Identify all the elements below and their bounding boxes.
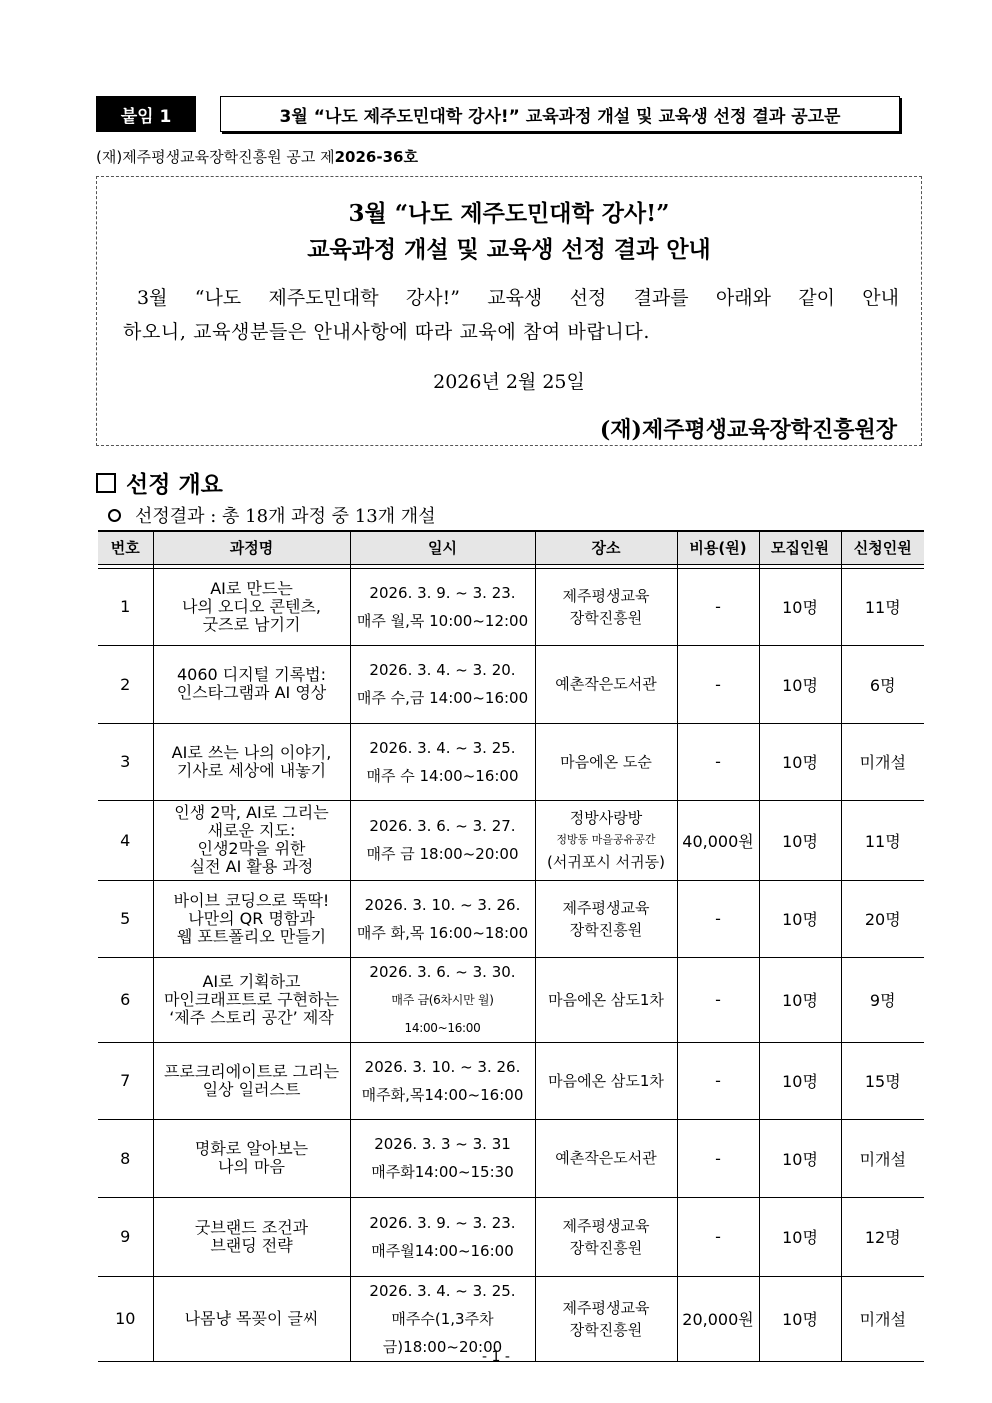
table-row (98, 800, 924, 880)
place-line: 장학진흥원 (569, 920, 643, 939)
cell-course-name (153, 1119, 350, 1197)
course-name-line: 굿브랜드 조건과 (194, 1217, 309, 1237)
cell-schedule (350, 1119, 535, 1197)
table-row (98, 568, 924, 645)
course-table (98, 530, 924, 1362)
place-line: (서귀포시 서귀동) (547, 853, 665, 871)
cell-schedule (350, 957, 535, 1042)
schedule-period: 2026. 3. 4. ~ 3. 25. (369, 1281, 516, 1300)
cell-schedule (350, 568, 535, 645)
place-line: 정방사랑방 (569, 809, 643, 827)
place-line: 예촌작은도서관 (555, 1149, 657, 1167)
schedule-time: 매주 수 14:00~16:00 (366, 766, 519, 785)
cell-course-name (153, 568, 350, 645)
cell-applicants: 12명 (841, 1197, 924, 1276)
cell-schedule (350, 880, 535, 957)
notice-body-line1: 3월 “나도 제주도민대학 강사!” 교육생 선정 결과를 아래와 같이 안내 (137, 287, 899, 309)
course-name-line: 인생2막을 위한 (197, 839, 306, 858)
notice-title-line1: 3월 “나도 제주도민대학 강사!” (348, 200, 670, 227)
schedule-period: 2026. 3. 10. ~ 3. 26. (364, 1057, 521, 1076)
course-name-line: 마인크래프트로 구현하는 (163, 989, 340, 1009)
header-cost: 비용(원) (677, 531, 759, 564)
course-name-line: 실전 AI 활용 과정 (189, 857, 314, 876)
cell-schedule (350, 723, 535, 800)
place-line: 제주평생교육 (562, 1216, 650, 1235)
circle-bullet-icon (108, 509, 121, 522)
place-line: 제주평생교육 (562, 898, 650, 917)
course-name-line: 나몸냥 목꽂이 글씨 (184, 1308, 319, 1328)
schedule-time: 매주화14:00~15:30 (371, 1163, 514, 1181)
cell-cost: - (677, 1042, 759, 1119)
place-line: 마음에온 도순 (560, 752, 652, 771)
cell-place (535, 957, 677, 1042)
schedule-time: 매주 수,금 14:00~16:00 (356, 689, 529, 707)
cell-cost: - (677, 1119, 759, 1197)
header-schedule: 일시 (350, 531, 535, 564)
cell-capacity: 10명 (759, 800, 841, 880)
table-row (98, 645, 924, 723)
header-capacity: 모집인원 (759, 531, 841, 564)
cell-cost: 20,000원 (677, 1276, 759, 1361)
cell-applicants: 미개설 (841, 723, 924, 800)
table-row (98, 880, 924, 957)
notice-number-prefix: (재)제주평생교육장학진흥원 공고 제 (96, 148, 335, 166)
table-row (98, 1042, 924, 1119)
cell-no: 2 (98, 645, 153, 723)
course-name-line: 인스타그램과 AI 영상 (176, 683, 327, 702)
schedule-time: 매주 화,목 16:00~18:00 (356, 923, 529, 942)
section-heading-text: 선정 개요 (126, 472, 223, 498)
notice-number (96, 146, 418, 167)
schedule-time: 매주 금(6차시만 월) 14:00~16:00 (391, 992, 494, 1035)
cell-no: 6 (98, 957, 153, 1042)
course-name-line: AI로 만드는 (210, 578, 293, 598)
cell-no: 8 (98, 1119, 153, 1197)
cell-place (535, 568, 677, 645)
schedule-period: 2026. 3. 6. ~ 3. 30. (369, 962, 516, 981)
cell-cost: - (677, 568, 759, 645)
schedule-period: 2026. 3. 10. ~ 3. 26. (364, 895, 521, 914)
page-number: - 1 - (482, 1349, 510, 1365)
place-line: 장학진흥원 (569, 1320, 643, 1339)
cell-course-name (153, 723, 350, 800)
course-name-line: AI로 쓰는 나의 이야기, (171, 742, 332, 762)
square-bullet-icon (96, 473, 116, 493)
section-heading (96, 466, 223, 499)
schedule-period: 2026. 3. 6. ~ 3. 27. (369, 817, 516, 835)
cell-cost: - (677, 645, 759, 723)
cell-course-name (153, 1042, 350, 1119)
cell-applicants: 20명 (841, 880, 924, 957)
cell-capacity: 10명 (759, 1197, 841, 1276)
selection-result-text: 선정결과 : 총 18개 과정 중 13개 개설 (135, 506, 436, 527)
cell-place (535, 880, 677, 957)
attachment-label: 붙임 1 (96, 96, 196, 132)
notice-body-line2: 하오니, 교육생분들은 안내사항에 따라 교육에 참여 바랍니다. (123, 321, 650, 343)
table-row (98, 957, 924, 1042)
cell-course-name (153, 800, 350, 880)
course-name-line: 인생 2막, AI로 그리는 (174, 803, 329, 822)
place-line: 장학진흥원 (569, 1238, 643, 1257)
table-row (98, 1197, 924, 1276)
cell-capacity: 10명 (759, 568, 841, 645)
place-line: 제주평생교육 (562, 1298, 650, 1317)
course-name-line: 기사로 세상에 내놓기 (176, 760, 327, 780)
cell-cost: - (677, 1197, 759, 1276)
schedule-period: 2026. 3. 9. ~ 3. 23. (369, 1213, 516, 1232)
cell-place (535, 645, 677, 723)
cell-applicants: 미개설 (841, 1276, 924, 1361)
course-name-line: 바이브 코딩으로 뚝딱! (173, 890, 330, 910)
cell-no: 10 (98, 1276, 153, 1361)
course-name-line: 새로운 지도: (207, 821, 296, 840)
notice-number-value: 2026-36호 (334, 148, 418, 166)
header-applicants: 신청인원 (841, 531, 924, 564)
course-name-line: AI로 기획하고 (202, 971, 301, 991)
cell-no: 5 (98, 880, 153, 957)
course-name-line: 웹 포트폴리오 만들기 (176, 926, 327, 946)
notice-box (96, 176, 922, 446)
header-place: 장소 (535, 531, 677, 564)
cell-cost: 40,000원 (677, 800, 759, 880)
course-name-line: 명화로 알아보는 (194, 1139, 309, 1158)
cell-capacity: 10명 (759, 880, 841, 957)
cell-no: 3 (98, 723, 153, 800)
cell-capacity: 10명 (759, 1119, 841, 1197)
cell-schedule (350, 1042, 535, 1119)
notice-title-line2: 교육과정 개설 및 교육생 선정 결과 안내 (307, 236, 711, 263)
schedule-period: 2026. 3. 3 ~ 3. 31 (374, 1135, 511, 1153)
course-name-line: 브랜딩 전략 (210, 1235, 293, 1255)
place-line: 정방동 마을공유공간 (556, 833, 656, 846)
cell-applicants: 11명 (841, 800, 924, 880)
cell-place (535, 1042, 677, 1119)
cell-applicants: 15명 (841, 1042, 924, 1119)
cell-place (535, 1197, 677, 1276)
cell-course-name (153, 880, 350, 957)
schedule-period: 2026. 3. 4. ~ 3. 25. (369, 738, 516, 757)
selection-result-line (108, 502, 436, 528)
course-name-line: 나의 오디오 콘텐츠, (182, 596, 321, 616)
cell-no: 7 (98, 1042, 153, 1119)
notice-date: 2026년 2월 25일 (433, 371, 585, 393)
cell-applicants: 11명 (841, 568, 924, 645)
cell-applicants: 미개설 (841, 1119, 924, 1197)
cell-no: 9 (98, 1197, 153, 1276)
notice-signature: (재)제주평생교육장학진흥원장 (599, 417, 897, 443)
cell-capacity: 10명 (759, 957, 841, 1042)
cell-course-name (153, 957, 350, 1042)
schedule-time: 매주수(1,3주차금)18:00~20:00 (382, 1309, 503, 1356)
course-name-line: ‘제주 스토리 공간’ 제작 (169, 1007, 334, 1027)
cell-applicants: 6명 (841, 645, 924, 723)
header-course-name: 과정명 (153, 531, 350, 564)
course-name-line: 나만의 QR 명함과 (188, 908, 315, 928)
cell-capacity: 10명 (759, 1042, 841, 1119)
place-line: 제주평생교육 (562, 586, 650, 605)
schedule-period: 2026. 3. 4. ~ 3. 20. (369, 661, 516, 679)
header-no: 번호 (98, 531, 153, 564)
cell-cost: - (677, 957, 759, 1042)
course-name-line: 프로크리에이트로 그리는 (163, 1061, 340, 1081)
schedule-time: 매주 월,목 10:00~12:00 (356, 611, 529, 630)
table-row (98, 723, 924, 800)
cell-schedule (350, 800, 535, 880)
cell-no: 4 (98, 800, 153, 880)
cell-schedule (350, 645, 535, 723)
cell-course-name (153, 645, 350, 723)
cell-cost: - (677, 723, 759, 800)
table-row (98, 1119, 924, 1197)
schedule-time: 매주화,목14:00~16:00 (361, 1085, 524, 1104)
cell-cost: - (677, 880, 759, 957)
cell-applicants: 9명 (841, 957, 924, 1042)
place-line: 마음에온 삼도1차 (548, 1071, 664, 1090)
cell-no: 1 (98, 568, 153, 645)
schedule-period: 2026. 3. 9. ~ 3. 23. (369, 583, 516, 602)
cell-capacity: 10명 (759, 1276, 841, 1361)
cell-schedule (350, 1197, 535, 1276)
course-name-line: 일상 일러스트 (202, 1079, 301, 1099)
cell-place (535, 723, 677, 800)
cell-place (535, 1119, 677, 1197)
cell-place (535, 800, 677, 880)
cell-capacity: 10명 (759, 723, 841, 800)
schedule-time: 매주 금 18:00~20:00 (366, 845, 519, 863)
cell-course-name (153, 1197, 350, 1276)
schedule-time: 매주월14:00~16:00 (371, 1241, 514, 1260)
course-name-line: 나의 마음 (218, 1157, 285, 1176)
course-name-line: 굿즈로 남기기 (202, 614, 301, 634)
cell-capacity: 10명 (759, 645, 841, 723)
course-name-line: 4060 디지털 기록법: (176, 665, 327, 684)
place-line: 예촌작은도서관 (555, 675, 657, 693)
place-line: 마음에온 삼도1차 (548, 990, 664, 1009)
place-line: 장학진흥원 (569, 608, 643, 627)
table-header-row (98, 531, 924, 564)
attachment-title: 3월 “나도 제주도민대학 강사!” 교육과정 개설 및 교육생 선정 결과 공고문 (220, 96, 900, 132)
